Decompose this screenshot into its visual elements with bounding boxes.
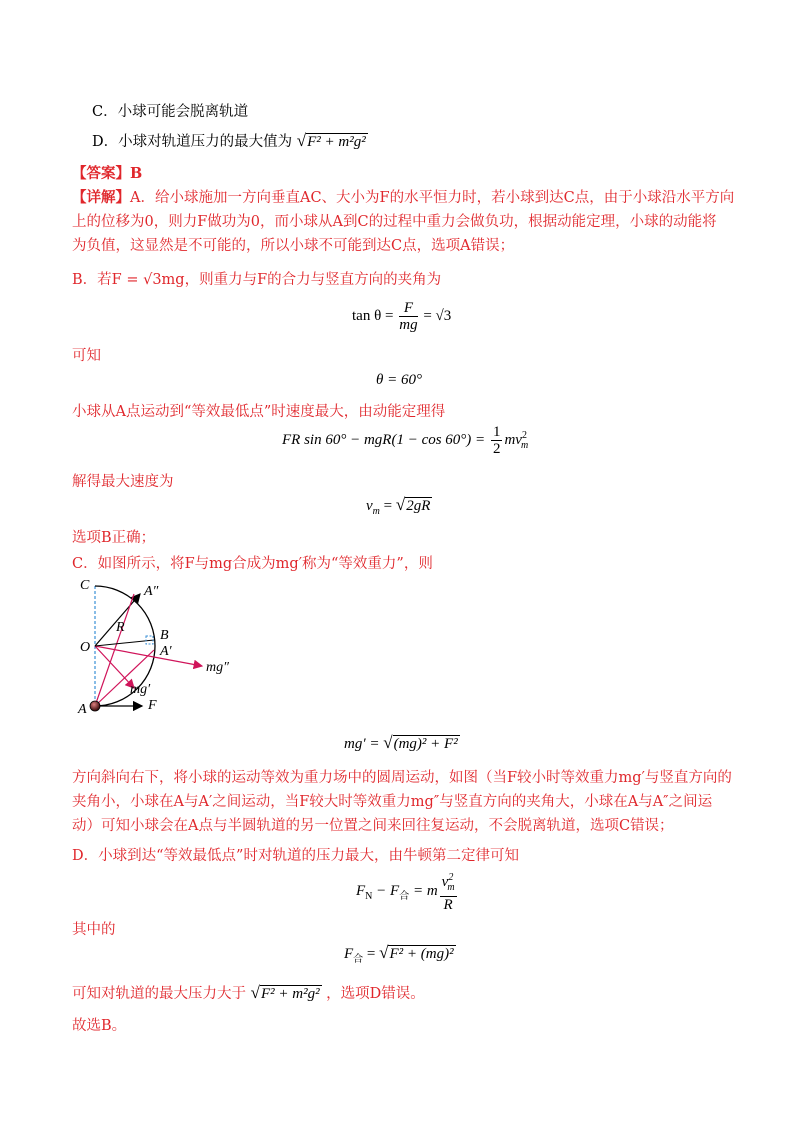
eq-newton-lhs: F bbox=[356, 882, 366, 899]
detail-d-radicand: F² + m²g² bbox=[260, 986, 320, 1002]
eq-mgprime-radicand: (mg)² + F² bbox=[393, 736, 458, 752]
eq-newton-frac bbox=[440, 870, 457, 913]
qizhong: 其中的 bbox=[72, 922, 116, 938]
option-d-radicand: F² + m²g² bbox=[307, 134, 366, 150]
fig-label-mg1: mg′ bbox=[130, 682, 151, 697]
answer-label: 【答案】 bbox=[72, 165, 130, 182]
detail-a bbox=[72, 186, 734, 258]
fig-label-f: F bbox=[148, 698, 157, 713]
detail-d-end-pre: 可知对轨道的最大压力大于 bbox=[72, 986, 246, 1002]
eq-tan-den: mg bbox=[399, 317, 418, 333]
fig-label-a: A bbox=[78, 702, 87, 717]
eq-fhe-lhs: F bbox=[344, 946, 354, 962]
detail-d-end-post: ，选项D错误。 bbox=[326, 986, 425, 1002]
eq-fhe: $F_合 = √F^2 + (mg)^2$ bbox=[344, 943, 454, 965]
detail-c-text-3: 动）可知小球会在A点与半圆轨道的另一位置之间来回往复运动，不会脱离轨道，选项C错误； bbox=[72, 818, 674, 834]
eq-energy: FR sin 60° − mgR(1 − cos 60°) = $\frac{1}{2}$ $mv^2_m$ bbox=[282, 424, 529, 457]
eq-mgprime-lhs: mg′ = bbox=[344, 736, 380, 752]
option-d bbox=[92, 130, 368, 151]
eq-newton-den: R bbox=[443, 897, 453, 913]
detail-a-line1 bbox=[72, 186, 734, 210]
detail-b-line2: 小球从A点运动到“等效最低点”时速度最大，由动能定理得 bbox=[72, 404, 446, 420]
eq-vm-v: v bbox=[366, 498, 373, 514]
eq-theta: θ = 60° bbox=[376, 372, 422, 388]
detail-d-intro: D．小球到达“等效最低点”时对轨道的压力最大，由牛顿第二定律可知 bbox=[72, 848, 519, 864]
detail-a-text-3: 为负值，这显然是不可能的，所以小球不可能到达C点，选项A错误； bbox=[72, 238, 515, 254]
detail-b-end: 选项B正确； bbox=[72, 530, 156, 546]
eq-energy-frac bbox=[491, 424, 503, 457]
eq-tan-frac bbox=[399, 300, 417, 333]
detail-a-text-2: 上的位移为0，则力F做功为0，而小球从A到C的过程中重力会做负功，根据动能定理，小球的动能将 bbox=[72, 214, 717, 230]
eq-newton-num: v bbox=[441, 874, 449, 890]
detail-c-para bbox=[72, 766, 732, 838]
eq-energy-den: 2 bbox=[492, 441, 501, 457]
fig-label-a1: A′ bbox=[160, 644, 172, 659]
eq-energy-lhs: FR sin 60° − mgR(1 − cos 60°) = bbox=[282, 431, 486, 448]
fig-label-a2: A″ bbox=[144, 584, 159, 599]
keyi-1: 可知 bbox=[72, 348, 101, 364]
detail-d-end bbox=[72, 982, 425, 1003]
eq-vm: $v_m = √2gR$ bbox=[366, 495, 431, 517]
option-d-formula: √F² + m²g² bbox=[296, 131, 366, 150]
detail-a-text-1: A．给小球施加一方向垂直AC、大小为F的水平恒力时，若小球到达C点，由于小球沿水平方向 bbox=[130, 190, 735, 206]
option-d-text: D．小球对轨道压力的最大值为 bbox=[92, 134, 293, 150]
eq-tan bbox=[352, 300, 451, 333]
eq-newton-rhs: = m bbox=[412, 882, 438, 899]
fig-label-r: R bbox=[116, 620, 125, 635]
eq-tan-rhs: = √3 bbox=[423, 307, 452, 324]
detail-c-text-1: 方向斜向右下，将小球的运动等效为重力场中的圆周运动，如图（当F较小时等效重力mg′与竖直方向的 bbox=[72, 770, 732, 786]
option-c: C．小球可能会脱离轨道 bbox=[92, 104, 249, 120]
detail-b-line3: 解得最大速度为 bbox=[72, 474, 174, 490]
eq-tan-lhs: tan θ = bbox=[352, 307, 394, 324]
detail-d-formula: √F² + m²g² bbox=[250, 983, 320, 1002]
fig-label-o: O bbox=[80, 640, 91, 655]
eq-tan-num: F bbox=[399, 300, 417, 317]
fig-label-c: C bbox=[80, 578, 90, 593]
eq-newton-num-wrap: $v^2_m$ bbox=[440, 870, 457, 897]
detail-c-intro: C．如图所示，将F与mg合成为mg′称为“等效重力”，则 bbox=[72, 556, 433, 572]
eq-fhe-radicand: F² + (mg)² bbox=[389, 946, 454, 962]
answer-value: B bbox=[130, 165, 143, 182]
eq-newton-mid: − F bbox=[376, 882, 400, 899]
detail-b-intro: B．若F = √3mg，则重力与F的合力与竖直方向的夹角为 bbox=[72, 272, 442, 288]
ball bbox=[90, 701, 100, 711]
answer bbox=[72, 162, 142, 183]
eq-energy-num: 1 bbox=[492, 424, 501, 440]
detail-label: 【详解】 bbox=[72, 189, 130, 206]
eq-vm-radicand: 2gR bbox=[406, 498, 431, 514]
eq-mgprime: mg′ = √(mg)² + F² bbox=[344, 733, 458, 752]
eq-newton: $F_N - F_合 = m$ $\frac{v^2_m}{R}$ bbox=[356, 872, 455, 913]
fig-label-b: B bbox=[160, 628, 169, 643]
detail-c-text-2: 夹角小，小球在A与A′之间运动，当F较大时等效重力mg″与竖直方向的夹角大，小球在A与A″之间运 bbox=[72, 794, 713, 810]
eq-energy-rhs: mv bbox=[504, 431, 522, 448]
line-o-a1 bbox=[95, 640, 154, 646]
conclusion: 故选B。 bbox=[72, 1018, 127, 1034]
fig-label-mg2: mg″ bbox=[206, 660, 229, 675]
